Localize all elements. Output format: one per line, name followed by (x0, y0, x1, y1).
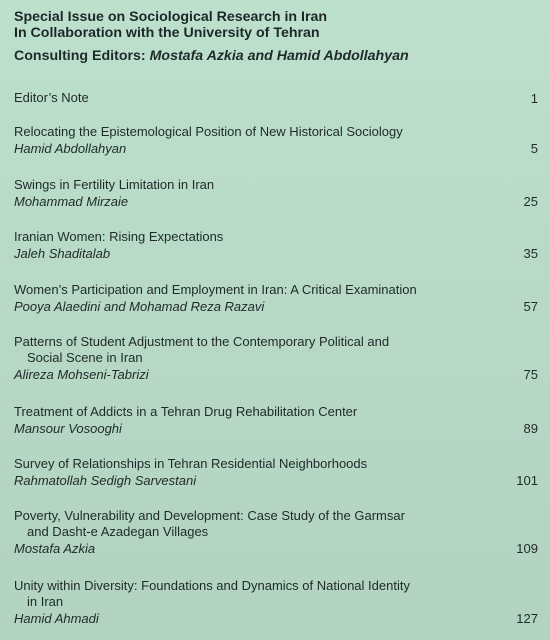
entry-title: Poverty, Vulnerability and Development: Case Study of the Garmsar (14, 508, 405, 523)
entry-author: Mohammad Mirzaie (14, 194, 129, 209)
entry-author: Hamid Abdollahyan (14, 141, 127, 156)
entry-page-number: 1 (530, 91, 538, 106)
entry-page-number: 89 (523, 421, 538, 436)
issue-title-line-2: In Collaboration with the University of Tehran (14, 25, 320, 41)
entry-title: Relocating the Epistemological Position of New Historical Sociology (14, 124, 403, 139)
entry-page-number: 101 (516, 473, 538, 488)
entry-title: Editor’s Note (14, 90, 89, 105)
entry-author: Mostafa Azkia (14, 541, 96, 556)
entry-page-number: 5 (530, 141, 538, 156)
entry-title: Swings in Fertility Limitation in Iran (14, 177, 215, 192)
entry-page-number: 35 (523, 246, 538, 261)
toc-entry (14, 124, 538, 157)
entry-author: Alireza Mohseni-Tabrizi (14, 367, 149, 382)
entry-author: Mansour Vosooghi (14, 421, 122, 436)
toc-entry (14, 229, 538, 262)
entry-title: Unity within Diversity: Foundations and Dynamics of National Identity (14, 578, 410, 593)
entry-page-number: 127 (516, 611, 538, 626)
entry-page-number: 75 (523, 367, 538, 382)
entry-title-continuation: Social Scene in Iran (27, 350, 143, 365)
entry-title: Women’s Participation and Employment in Iran: A Critical Examination (14, 282, 417, 297)
toc-entry (14, 508, 538, 557)
consulting-editors (14, 48, 534, 65)
entry-page-number: 109 (516, 541, 538, 556)
entry-title: Iranian Women: Rising Expectations (14, 229, 224, 244)
toc-entry (14, 456, 538, 489)
entry-title: Survey of Relationships in Tehran Residential Neighborhoods (14, 456, 368, 471)
issue-header (14, 9, 534, 65)
editors-names: Mostafa Azkia and Hamid Abdollahyan (149, 48, 409, 64)
entry-author: Pooya Alaedini and Mohamad Reza Razavi (14, 299, 265, 314)
issue-title-line-1: Special Issue on Sociological Research in Iran (14, 9, 328, 25)
entry-author: Hamid Ahmadi (14, 611, 99, 626)
toc-entry (14, 282, 538, 315)
entry-title: Treatment of Addicts in a Tehran Drug Rehabilitation Center (14, 404, 358, 419)
toc-entry (14, 578, 538, 627)
toc-entry (14, 404, 538, 437)
toc-entry-editors-note (14, 89, 538, 106)
entry-title: Patterns of Student Adjustment to the Contemporary Political and (14, 334, 390, 349)
entry-title-continuation: in Iran (27, 594, 64, 609)
toc-entry (14, 334, 538, 383)
toc-entry (14, 177, 538, 210)
entry-page-number: 25 (523, 194, 538, 209)
entry-author: Rahmatollah Sedigh Sarvestani (14, 473, 197, 488)
entry-page-number: 57 (523, 299, 538, 314)
entry-author: Jaleh Shaditalab (14, 246, 111, 261)
editors-label: Consulting Editors: (14, 48, 146, 64)
entry-title-continuation: and Dasht-e Azadegan Villages (27, 524, 209, 539)
